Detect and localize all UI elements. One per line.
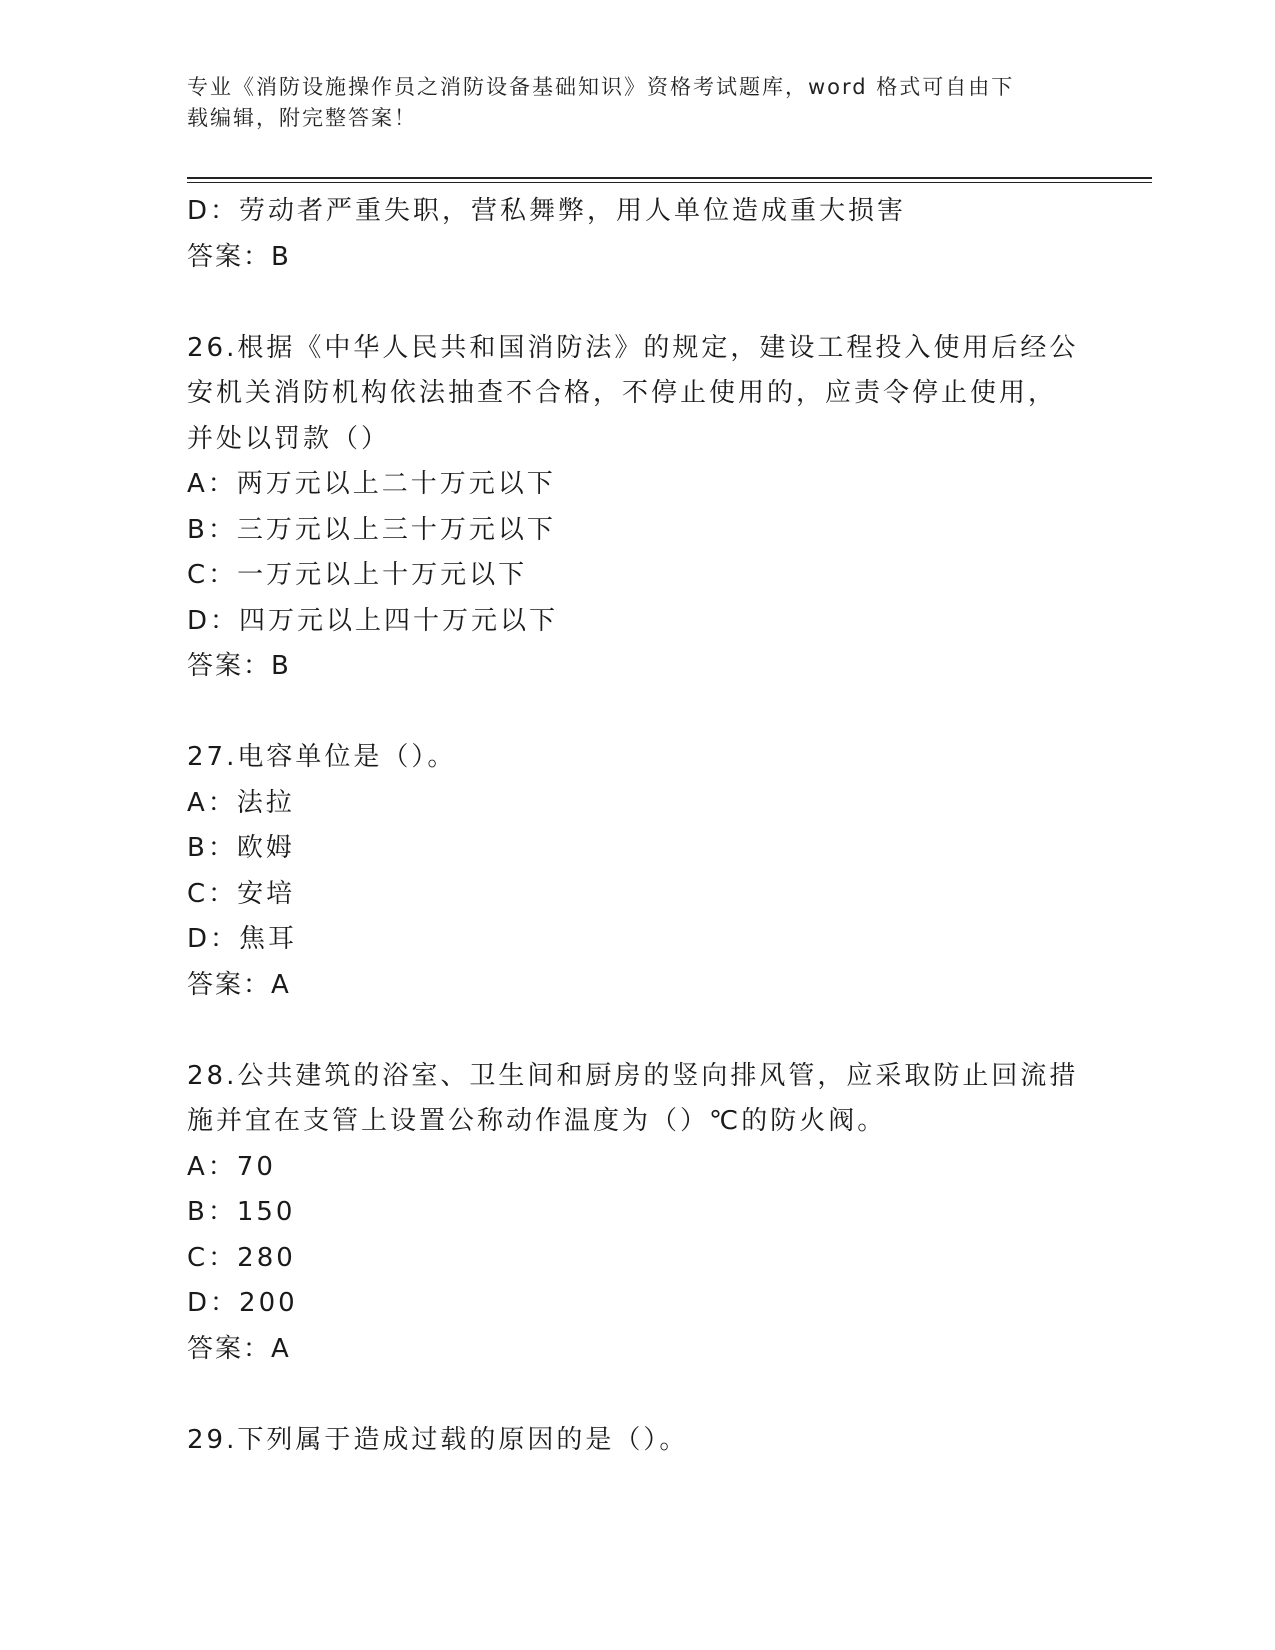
question-text-line: 安机关消防机构依法抽查不合格，不停止使用的，应责令停止使用， xyxy=(187,378,1058,408)
question-28 xyxy=(187,1054,1087,1373)
option-d: D：200 xyxy=(187,1288,298,1318)
option-a: A：70 xyxy=(187,1151,276,1182)
option-b: B：150 xyxy=(187,1197,296,1227)
question-content xyxy=(187,189,1087,1463)
question-text-line: 28.公共建筑的浴室、卫生间和厨房的竖向排风管，应采取防止回流措 xyxy=(187,1060,1079,1091)
previous-question-tail xyxy=(187,189,1087,280)
question-27 xyxy=(187,735,1087,1008)
question-text-line: 29.下列属于造成过载的原因的是（）。 xyxy=(187,1424,689,1455)
question-26 xyxy=(187,326,1087,690)
option-c: C：安培 xyxy=(187,878,296,909)
header-line-2: 载编辑，附完整答案！ xyxy=(187,106,417,130)
answer-line: 答案：B xyxy=(187,241,291,272)
question-text-line: 27.电容单位是（）。 xyxy=(187,742,457,772)
option-d: D：焦耳 xyxy=(187,924,298,954)
header-rule-thin xyxy=(187,182,1152,183)
option-c: C：一万元以上十万元以下 xyxy=(187,560,528,590)
answer-line: 答案：B xyxy=(187,651,291,681)
option-a: A：两万元以上二十万元以下 xyxy=(187,469,556,499)
header-rule-thick xyxy=(187,177,1152,179)
question-text-line: 26.根据《中华人民共和国消防法》的规定，建设工程投入使用后经公 xyxy=(187,332,1079,363)
document-header xyxy=(187,72,1067,134)
header-line-1: 专业《消防设施操作员之消防设备基础知识》资格考试题库，word 格式可自由下 xyxy=(187,75,1015,99)
answer-line: 答案：A xyxy=(187,1333,291,1364)
option-d: D：四万元以上四十万元以下 xyxy=(187,605,559,636)
answer-line: 答案：A xyxy=(187,969,291,1000)
option-b: B：欧姆 xyxy=(187,833,295,863)
option-b: B：三万元以上三十万元以下 xyxy=(187,514,556,545)
option-c: C：280 xyxy=(187,1242,296,1273)
question-text-line: 施并宜在支管上设置公称动作温度为（）℃的防火阀。 xyxy=(187,1106,887,1136)
option-a: A：法拉 xyxy=(187,787,295,818)
option-d: D：劳动者严重失职，营私舞弊，用人单位造成重大损害 xyxy=(187,196,907,226)
question-text-line: 并处以罚款（） xyxy=(187,423,391,454)
question-29 xyxy=(187,1418,1087,1464)
